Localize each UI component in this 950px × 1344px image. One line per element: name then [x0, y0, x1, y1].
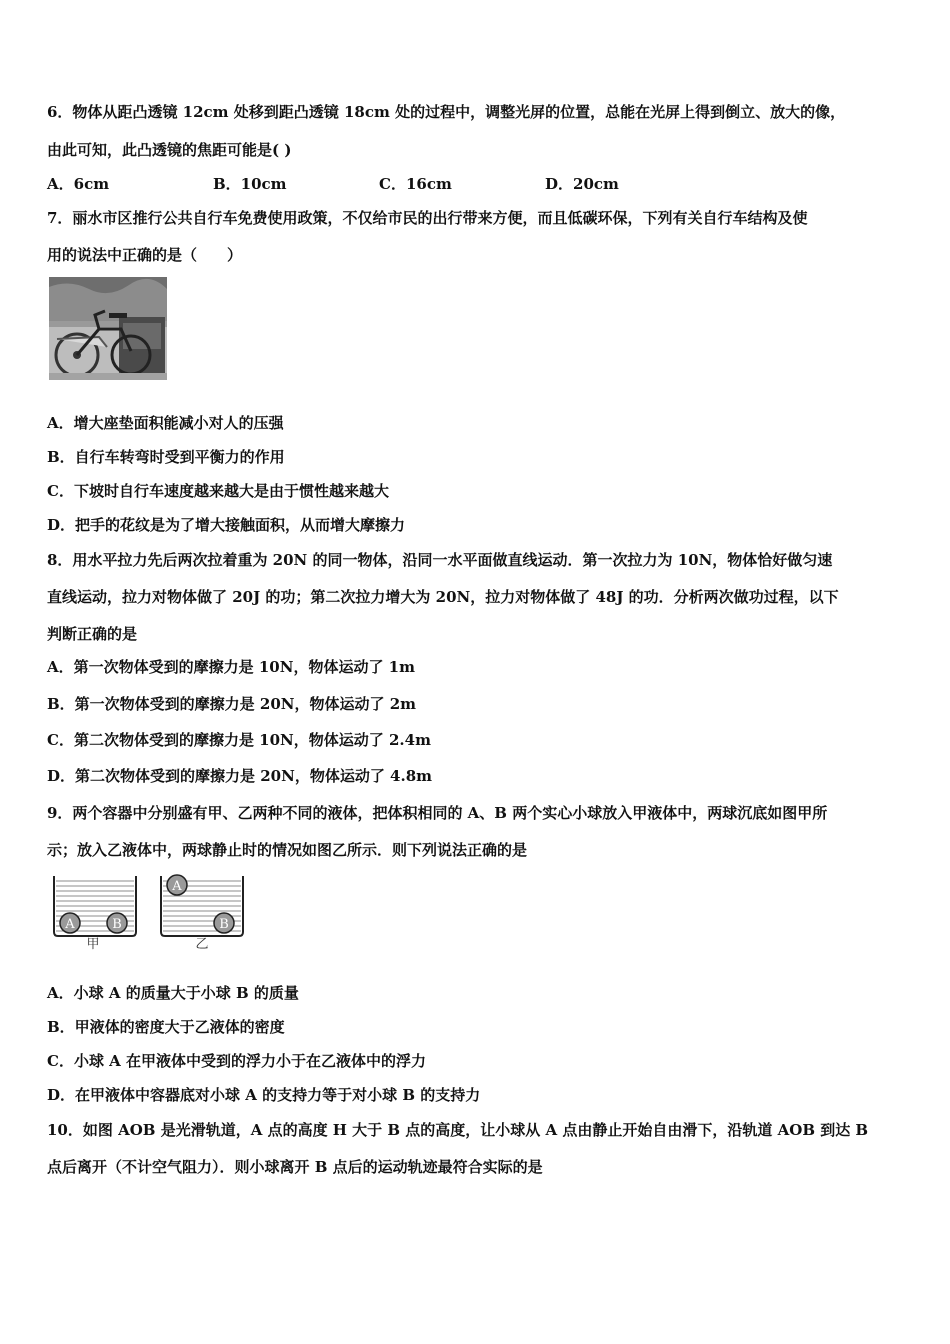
- q8-option-d: D．第二次物体受到的摩擦力是 20N，物体运动了 4.8m: [47, 767, 433, 785]
- q9-stem-line1: 9．两个容器中分别盛有甲、乙两种不同的液体，把体积相同的 A、B 两个实心小球放入甲液体中，两球沉底如图甲所: [47, 804, 828, 822]
- q10-stem-line2: 点后离开（不计空气阻力）．则小球离开 B 点后的运动轨迹最符合实际的是: [47, 1158, 543, 1176]
- q7-stem-line2: 用的说法中正确的是（ ）: [47, 246, 243, 264]
- q8-stem-line2: 直线运动，拉力对物体做了 20J 的功；第二次拉力增大为 20N，拉力对物体做了 48J 的功．分析两次做功过程，以下: [47, 588, 839, 606]
- container-jia: [54, 876, 136, 952]
- q6-stem-line2: 由此可知，此凸透镜的焦距可能是( ): [47, 141, 292, 159]
- q7-option-d: D．把手的花纹是为了增大接触面积，从而增大摩擦力: [47, 516, 406, 534]
- q10-stem-line1: 10．如图 AOB 是光滑轨道，A 点的高度 H 大于 B 点的高度，让小球从 A 点由静止开始自由滑下，沿轨道 AOB 到达 B: [47, 1121, 869, 1139]
- ball-a-label: A: [172, 879, 182, 894]
- label-jia: 甲: [86, 937, 100, 952]
- q9-option-a: A．小球 A 的质量大于小球 B 的质量: [47, 984, 299, 1002]
- q8-stem-line1: 8．用水平拉力先后两次拉着重为 20N 的同一物体，沿同一水平面做直线运动．第一次拉力为 10N，物体恰好做匀速: [47, 551, 833, 569]
- ball-a-label: A: [65, 917, 75, 932]
- q7-option-a: A．增大座垫面积能减小对人的压强: [47, 414, 284, 432]
- q7-stem-line1: 7．丽水市区推行公共自行车免费使用政策，不仅给市民的出行带来方便，而且低碳环保，下列有关自行车结构及使: [47, 209, 808, 227]
- label-yi: 乙: [195, 937, 209, 952]
- q8-option-b: B．第一次物体受到的摩擦力是 20N，物体运动了 2m: [47, 695, 417, 713]
- q9-container-figure: [49, 872, 249, 952]
- ball-b-label: B: [112, 917, 122, 932]
- q9-option-b: B．甲液体的密度大于乙液体的密度: [47, 1018, 285, 1036]
- q6-option-c: C．16cm: [379, 175, 452, 193]
- q6-stem-line1: 6．物体从距凸透镜 12cm 处移到距凸透镜 18cm 处的过程中，调整光屏的位置，总能在光屏上得到倒立、放大的像，: [47, 103, 846, 121]
- bicycle-photo: [49, 277, 167, 380]
- q8-option-c: C．第二次物体受到的摩擦力是 10N，物体运动了 2.4m: [47, 731, 431, 749]
- q9-stem-line2: 示；放入乙液体中，两球静止时的情况如图乙所示．则下列说法正确的是: [47, 841, 528, 859]
- q9-option-c: C．小球 A 在甲液体中受到的浮力小于在乙液体中的浮力: [47, 1052, 427, 1070]
- q8-option-a: A．第一次物体受到的摩擦力是 10N，物体运动了 1m: [47, 658, 415, 676]
- ball-b-label: B: [219, 917, 229, 932]
- q6-options: [47, 174, 619, 194]
- container-yi: [161, 875, 243, 952]
- q9-option-d: D．在甲液体中容器底对小球 A 的支持力等于对小球 B 的支持力: [47, 1086, 481, 1104]
- q7-option-c: C．下坡时自行车速度越来越大是由于惯性越来越大: [47, 482, 389, 500]
- q6-option-a: A．6cm: [47, 175, 110, 193]
- q6-option-b: B．10cm: [213, 175, 287, 193]
- q7-option-b: B．自行车转弯时受到平衡力的作用: [47, 448, 285, 466]
- q8-stem-line3: 判断正确的是: [47, 625, 138, 643]
- q6-option-d: D．20cm: [545, 175, 619, 193]
